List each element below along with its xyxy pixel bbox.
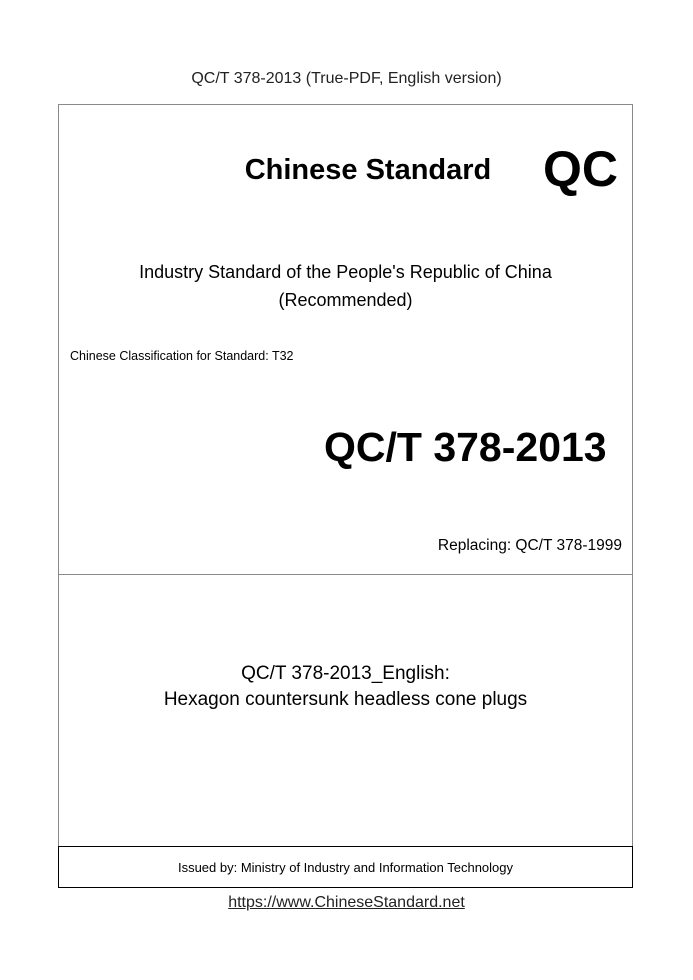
issuer-box bbox=[58, 846, 633, 888]
cover-heading: Chinese Standard bbox=[244, 154, 492, 186]
classification-text: Chinese Classification for Standard: T32 bbox=[70, 349, 294, 363]
replacing-text: Replacing: QC/T 378-1999 bbox=[437, 537, 622, 554]
document-title bbox=[58, 661, 633, 713]
cover-frame bbox=[58, 104, 633, 884]
document-title-line-1: QC/T 378-2013_English: bbox=[241, 663, 450, 684]
issuer-text: Issued by: Ministry of Industry and Information Technology bbox=[177, 859, 514, 875]
website-link[interactable]: https://www.ChineseStandard.net bbox=[228, 894, 465, 911]
document-title-line-2: Hexagon countersunk headless cone plugs bbox=[163, 689, 528, 710]
standard-number: QC/T 378-2013 bbox=[324, 424, 607, 470]
industry-standard-text bbox=[58, 258, 633, 314]
industry-line-1: Industry Standard of the People's Republic of China bbox=[139, 262, 552, 282]
section-divider bbox=[58, 574, 633, 575]
industry-line-2: (Recommended) bbox=[278, 290, 413, 310]
standard-mark: QC bbox=[543, 141, 618, 197]
document-header: QC/T 378-2013 (True-PDF, English version) bbox=[191, 70, 502, 87]
